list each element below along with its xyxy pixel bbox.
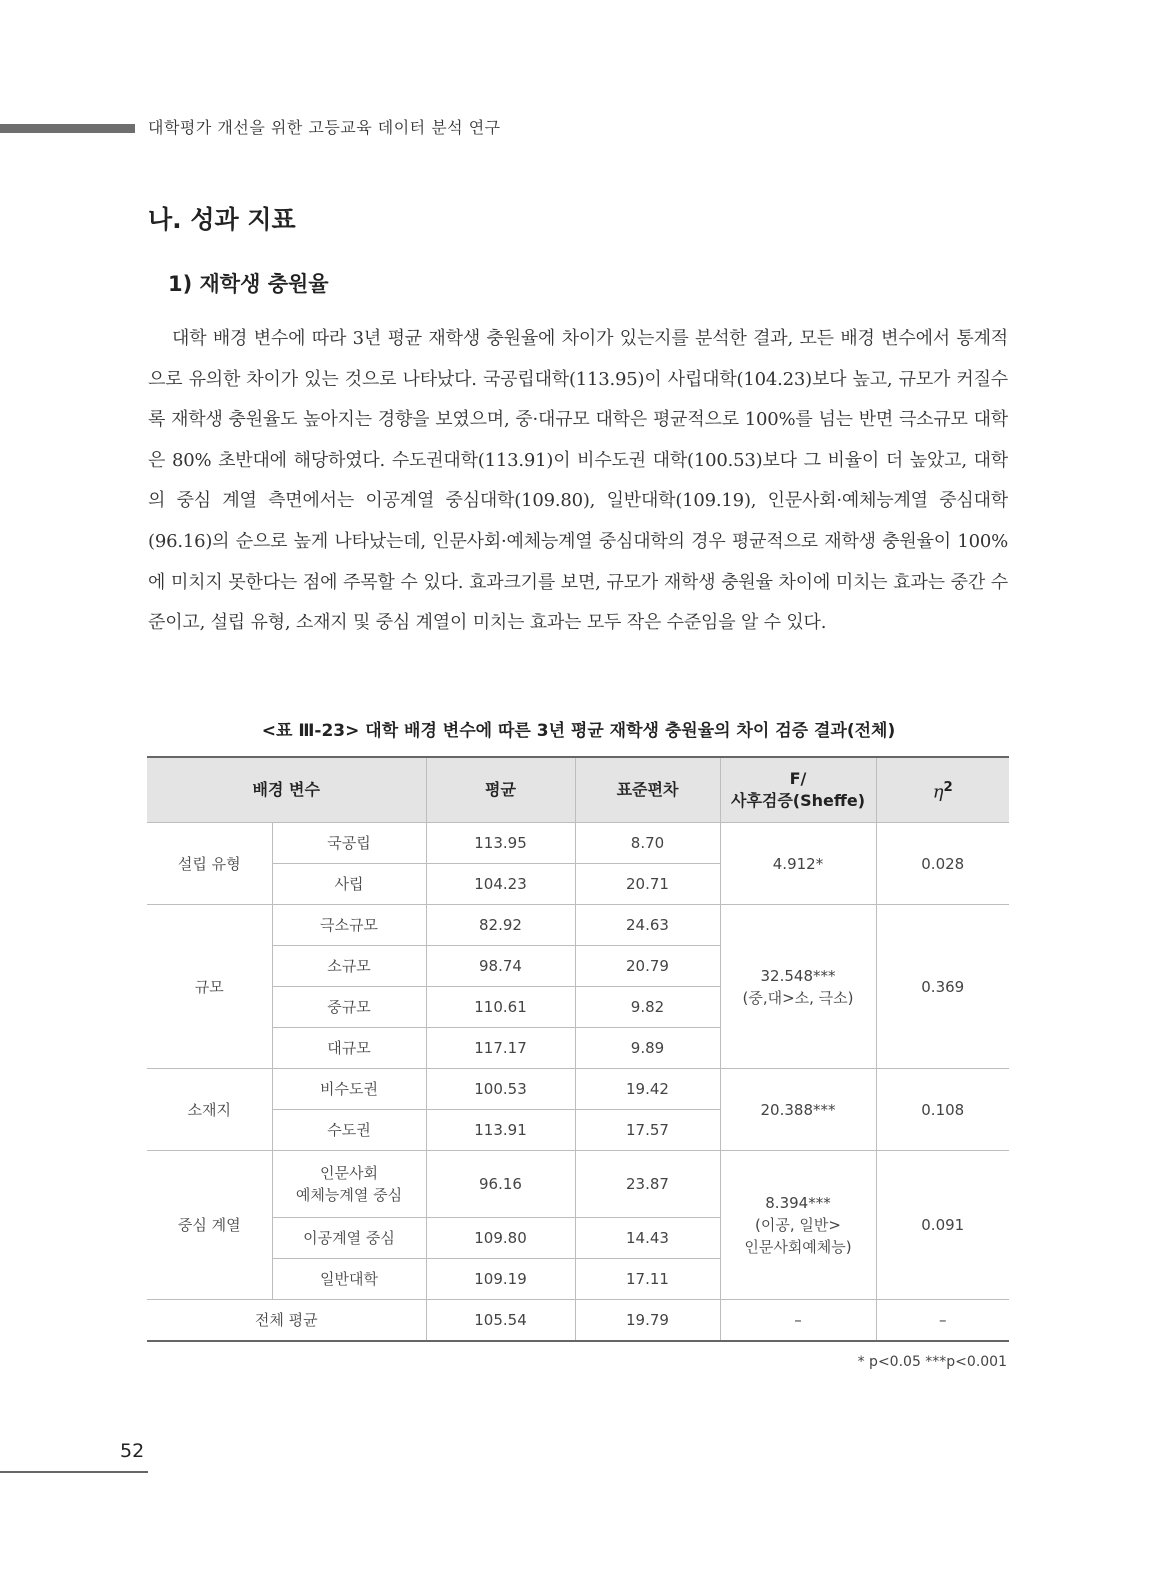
table-row — [147, 1069, 1009, 1110]
results-table — [147, 756, 1009, 1342]
size-eta: 0.369 — [876, 905, 1009, 1069]
body-paragraph: 대학 배경 변수에 따라 3년 평균 재학생 충원율에 차이가 있는지를 분석한 결과, 모든 배경 변수에서 통계적으로 유의한 차이가 있는 것으로 나타났다. 국공립대학(113.95)이 사립대학(104.23)보다 높고, 규모가 커질수록 재학생 충원율도 높아지는 경향을 보였으며, 중·대규모 대학은 평균적으로 100%를 넘는 반면 극소규모 대학은 80% 초반대에 해당하였다. 수도권대학(113.91)이 비수도권 대학(100.53)보다 그 비율이 더 높았고, 대학의 중심 계열 측면에서는 이공계열 중심대학(109.80), 일반대학(109.19), 인문사회·예체능계열 중심대학(96.16)의 순으로 높게 나타났는데, 인문사회·예체능계열 중심대학의 경우 평균적으로 재학생 충원율이 100%에 미치지 못한다는 점에 주목할 수 있다. 효과크기를 보면, 규모가 재학생 충원율 차이에 미치는 효과는 중간 수준이고, 설립 유형, 소재지 및 중심 계열이 미치는 효과는 모두 작은 수준임을 알 수 있다. — [148, 328, 1008, 634]
page-number: 52 — [120, 1440, 145, 1462]
row-name — [272, 1151, 426, 1218]
header-f-line1: F/ — [789, 769, 807, 788]
row-name: 수도권 — [272, 1110, 426, 1151]
size-f-value: 32.548*** — [760, 966, 836, 985]
row-mean: 113.95 — [426, 823, 575, 864]
table-row — [147, 1151, 1009, 1218]
row-name: 사립 — [272, 864, 426, 905]
location-f-value: 20.388*** — [720, 1069, 876, 1151]
table-header-row — [147, 757, 1009, 823]
row-mean: 109.19 — [426, 1259, 575, 1300]
row-sd: 9.82 — [575, 987, 720, 1028]
group-label-size: 규모 — [147, 905, 272, 1069]
row-mean: 96.16 — [426, 1151, 575, 1218]
group-label-field: 중심 계열 — [147, 1151, 272, 1300]
row-name: 비수도권 — [272, 1069, 426, 1110]
row-sd: 17.57 — [575, 1110, 720, 1151]
field-posthoc-line1: (이공, 일반> — [755, 1216, 841, 1234]
total-sd: 19.79 — [575, 1300, 720, 1342]
row-sd: 17.11 — [575, 1259, 720, 1300]
row-mean: 98.74 — [426, 946, 575, 987]
row-mean: 117.17 — [426, 1028, 575, 1069]
row-sd: 14.43 — [575, 1218, 720, 1259]
size-f-cell — [720, 905, 876, 1069]
row-name: 소규모 — [272, 946, 426, 987]
location-eta: 0.108 — [876, 1069, 1009, 1151]
total-mean: 105.54 — [426, 1300, 575, 1342]
header-bar — [0, 124, 135, 133]
footer-rule — [0, 1471, 148, 1473]
group-label-location: 소재지 — [147, 1069, 272, 1151]
header-eta-squared — [876, 757, 1009, 823]
row-mean: 109.80 — [426, 1218, 575, 1259]
founding-f-value: 4.912* — [720, 823, 876, 905]
header-background-variable: 배경 변수 — [147, 757, 426, 823]
eta-symbol: η — [932, 781, 944, 803]
row-name: 극소규모 — [272, 905, 426, 946]
row-mean: 113.91 — [426, 1110, 575, 1151]
header-f-line2: 사후검증(Sheffe) — [730, 791, 866, 810]
total-eta: – — [876, 1300, 1009, 1342]
table-caption: <표 Ⅲ-23> 대학 배경 변수에 따른 3년 평균 재학생 충원율의 차이 검증 결과(전체) — [261, 721, 896, 741]
group-label-founding: 설립 유형 — [147, 823, 272, 905]
row-name: 중규모 — [272, 987, 426, 1028]
subsection-title: 1) 재학생 충원율 — [168, 272, 329, 296]
table-row — [147, 905, 1009, 946]
row-name: 국공립 — [272, 823, 426, 864]
row-name: 이공계열 중심 — [272, 1218, 426, 1259]
row-mean: 100.53 — [426, 1069, 575, 1110]
row-name: 대규모 — [272, 1028, 426, 1069]
row-sd: 9.89 — [575, 1028, 720, 1069]
running-header: 대학평가 개선을 위한 고등교육 데이터 분석 연구 — [148, 118, 501, 137]
field-eta: 0.091 — [876, 1151, 1009, 1300]
founding-eta: 0.028 — [876, 823, 1009, 905]
row-name: 일반대학 — [272, 1259, 426, 1300]
row-mean: 104.23 — [426, 864, 575, 905]
eta-superscript: 2 — [943, 779, 953, 795]
table-row — [147, 823, 1009, 864]
header-mean: 평균 — [426, 757, 575, 823]
row-name-line2: 예체능계열 중심 — [295, 1186, 403, 1204]
field-posthoc-line2: 인문사회예체능) — [744, 1238, 852, 1256]
total-label: 전체 평균 — [147, 1300, 426, 1342]
row-sd: 8.70 — [575, 823, 720, 864]
field-f-cell — [720, 1151, 876, 1300]
row-mean: 82.92 — [426, 905, 575, 946]
row-sd: 19.42 — [575, 1069, 720, 1110]
header-sd: 표준편차 — [575, 757, 720, 823]
table-footnote: * p<0.05 ***p<0.001 — [857, 1354, 1007, 1370]
total-f: – — [720, 1300, 876, 1342]
size-posthoc: (중,대>소, 극소) — [742, 988, 854, 1007]
row-sd: 20.79 — [575, 946, 720, 987]
row-sd: 20.71 — [575, 864, 720, 905]
row-name-line1: 인문사회 — [320, 1164, 378, 1182]
section-title: 나. 성과 지표 — [148, 205, 296, 234]
table-total-row — [147, 1300, 1009, 1342]
row-sd: 24.63 — [575, 905, 720, 946]
row-mean: 110.61 — [426, 987, 575, 1028]
row-sd: 23.87 — [575, 1151, 720, 1218]
field-f-value: 8.394*** — [765, 1194, 831, 1212]
header-f-test — [720, 757, 876, 823]
